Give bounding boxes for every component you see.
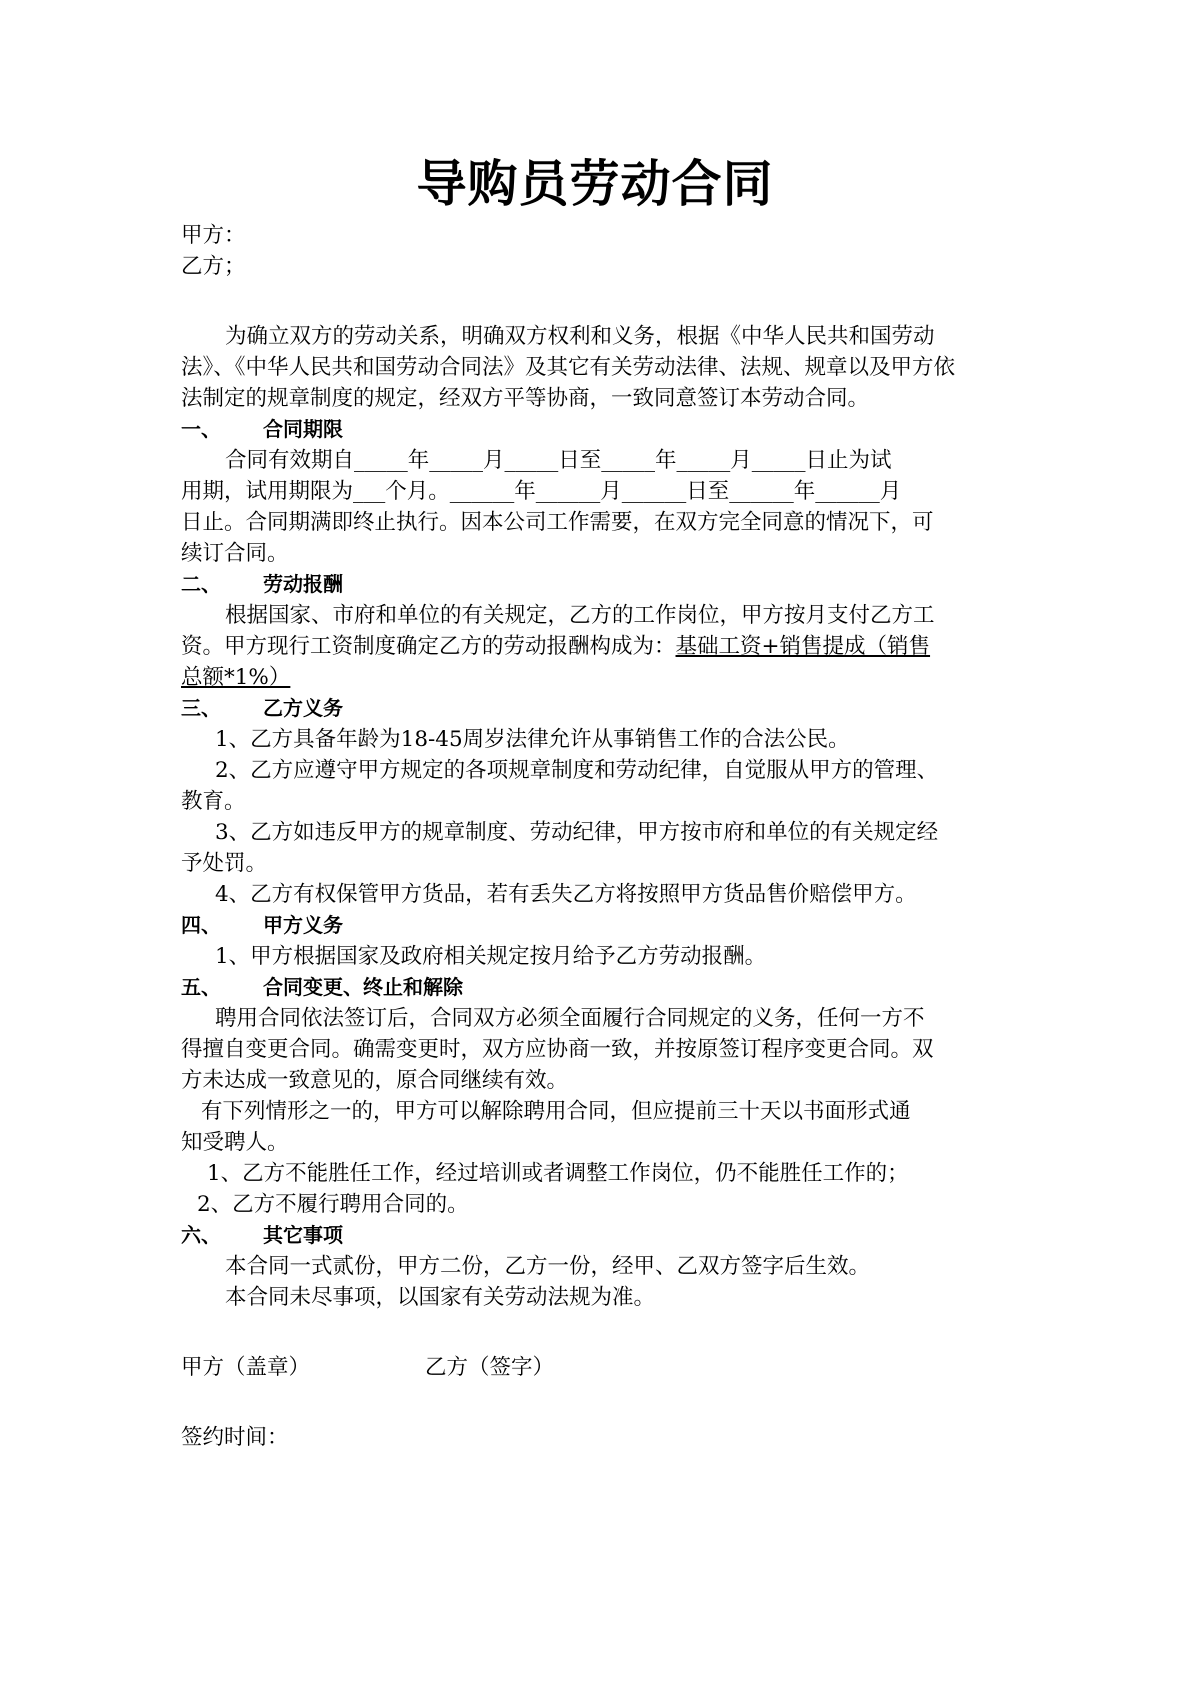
section-5-item: 1、乙方不能胜任工作，经过培训或者调整工作岗位，仍不能胜任工作的； [207, 1161, 909, 1186]
section-5-line: 得擅自变更合同。确需变更时，双方应协商一致，并按原签订程序变更合同。双 [181, 1037, 934, 1062]
section-5-line: 有下列情形之一的，甲方可以解除聘用合同，但应提前三十天以书面形式通 [201, 1099, 911, 1124]
salary-structure-underlined: 总额*1%） [181, 665, 291, 690]
section-2-line [181, 631, 1021, 662]
section-6-line: 本合同一式贰份，甲方二份，乙方一份，经甲、乙双方签字后生效。 [225, 1254, 871, 1279]
section-1-line: 日止。合同期满即终止执行。因本公司工作需要，在双方完全同意的情况下，可 [181, 510, 934, 535]
section-title: 合同期限 [263, 417, 343, 441]
section-number: 四、 [181, 913, 221, 937]
section-title: 劳动报酬 [263, 572, 343, 596]
section-2-text: 资。甲方现行工资制度确定乙方的劳动报酬构成为： [181, 634, 676, 659]
section-5-line: 方未达成一致意见的，原合同继续有效。 [181, 1068, 569, 1093]
section-number: 一、 [181, 417, 221, 441]
signature-row [181, 1352, 1021, 1383]
section-1-line: 合同有效期自_____年_____月_____日至_____年_____月_____日止为试 [225, 448, 892, 473]
section-2-line: 根据国家、市府和单位的有关规定，乙方的工作岗位，甲方按月支付乙方工 [225, 603, 935, 628]
intro-line: 为确立双方的劳动关系，明确双方权利和义务，根据《中华人民共和国劳动 [225, 324, 935, 349]
section-number: 五、 [181, 975, 221, 999]
section-heading-5 [181, 972, 1021, 1003]
section-1-line: 用期，试用期限为___个月。______年______月______日至______年______月 [181, 479, 902, 504]
party-a-seal-label: 甲方（盖章） [181, 1355, 311, 1380]
section-heading-1 [181, 414, 1021, 445]
section-3-line: 教育。 [181, 789, 246, 814]
section-heading-4 [181, 910, 1021, 941]
section-title: 甲方义务 [263, 913, 343, 937]
intro-paragraph [181, 321, 1021, 414]
document-body [181, 220, 1021, 1453]
section-heading-6 [181, 1220, 1021, 1251]
section-heading-3 [181, 693, 1021, 724]
section-number: 二、 [181, 572, 221, 596]
section-3-item: 3、乙方如违反甲方的规章制度、劳动纪律，甲方按市府和单位的有关规定经 [215, 820, 939, 845]
section-title: 乙方义务 [263, 696, 343, 720]
section-6-line: 本合同未尽事项，以国家有关劳动法规为准。 [225, 1285, 656, 1310]
salary-structure-underlined: 基础工资+销售提成（销售 [675, 634, 931, 659]
section-title: 其它事项 [263, 1223, 343, 1247]
section-3-item: 2、乙方应遵守甲方规定的各项规章制度和劳动纪律，自觉服从甲方的管理、 [215, 758, 939, 783]
document-title: 导购员劳动合同 [416, 155, 774, 213]
signing-date-label: 签约时间： [181, 1425, 289, 1450]
section-5-line: 聘用合同依法签订后，合同双方必须全面履行合同规定的义务，任何一方不 [215, 1006, 925, 1031]
section-title: 合同变更、终止和解除 [263, 975, 463, 999]
section-3-line: 予处罚。 [181, 851, 268, 876]
intro-line: 法制定的规章制度的规定，经双方平等协商，一致同意签订本劳动合同。 [181, 386, 870, 411]
section-3-item: 4、乙方有权保管甲方货品，若有丢失乙方将按照甲方货品售价赔偿甲方。 [215, 882, 917, 907]
intro-line: 法》、《中华人民共和国劳动合同法》及其它有关劳动法律、法规、规章以及甲方依 [181, 355, 956, 380]
section-1-line: 续订合同。 [181, 541, 289, 566]
section-5-line: 知受聘人。 [181, 1130, 289, 1155]
party-a-label: 甲方： [181, 223, 246, 248]
section-number: 三、 [181, 696, 221, 720]
party-b-signature-label: 乙方（签字） [425, 1355, 555, 1380]
section-2-line [181, 662, 1021, 693]
section-4-item: 1、甲方根据国家及政府相关规定按月给予乙方劳动报酬。 [215, 944, 767, 969]
section-heading-2 [181, 569, 1021, 600]
section-5-item: 2、乙方不履行聘用合同的。 [197, 1192, 469, 1217]
section-number: 六、 [181, 1223, 221, 1247]
party-b-label: 乙方； [181, 254, 246, 279]
section-3-item: 1、乙方具备年龄为18-45周岁法律允许从事销售工作的合法公民。 [215, 727, 850, 752]
